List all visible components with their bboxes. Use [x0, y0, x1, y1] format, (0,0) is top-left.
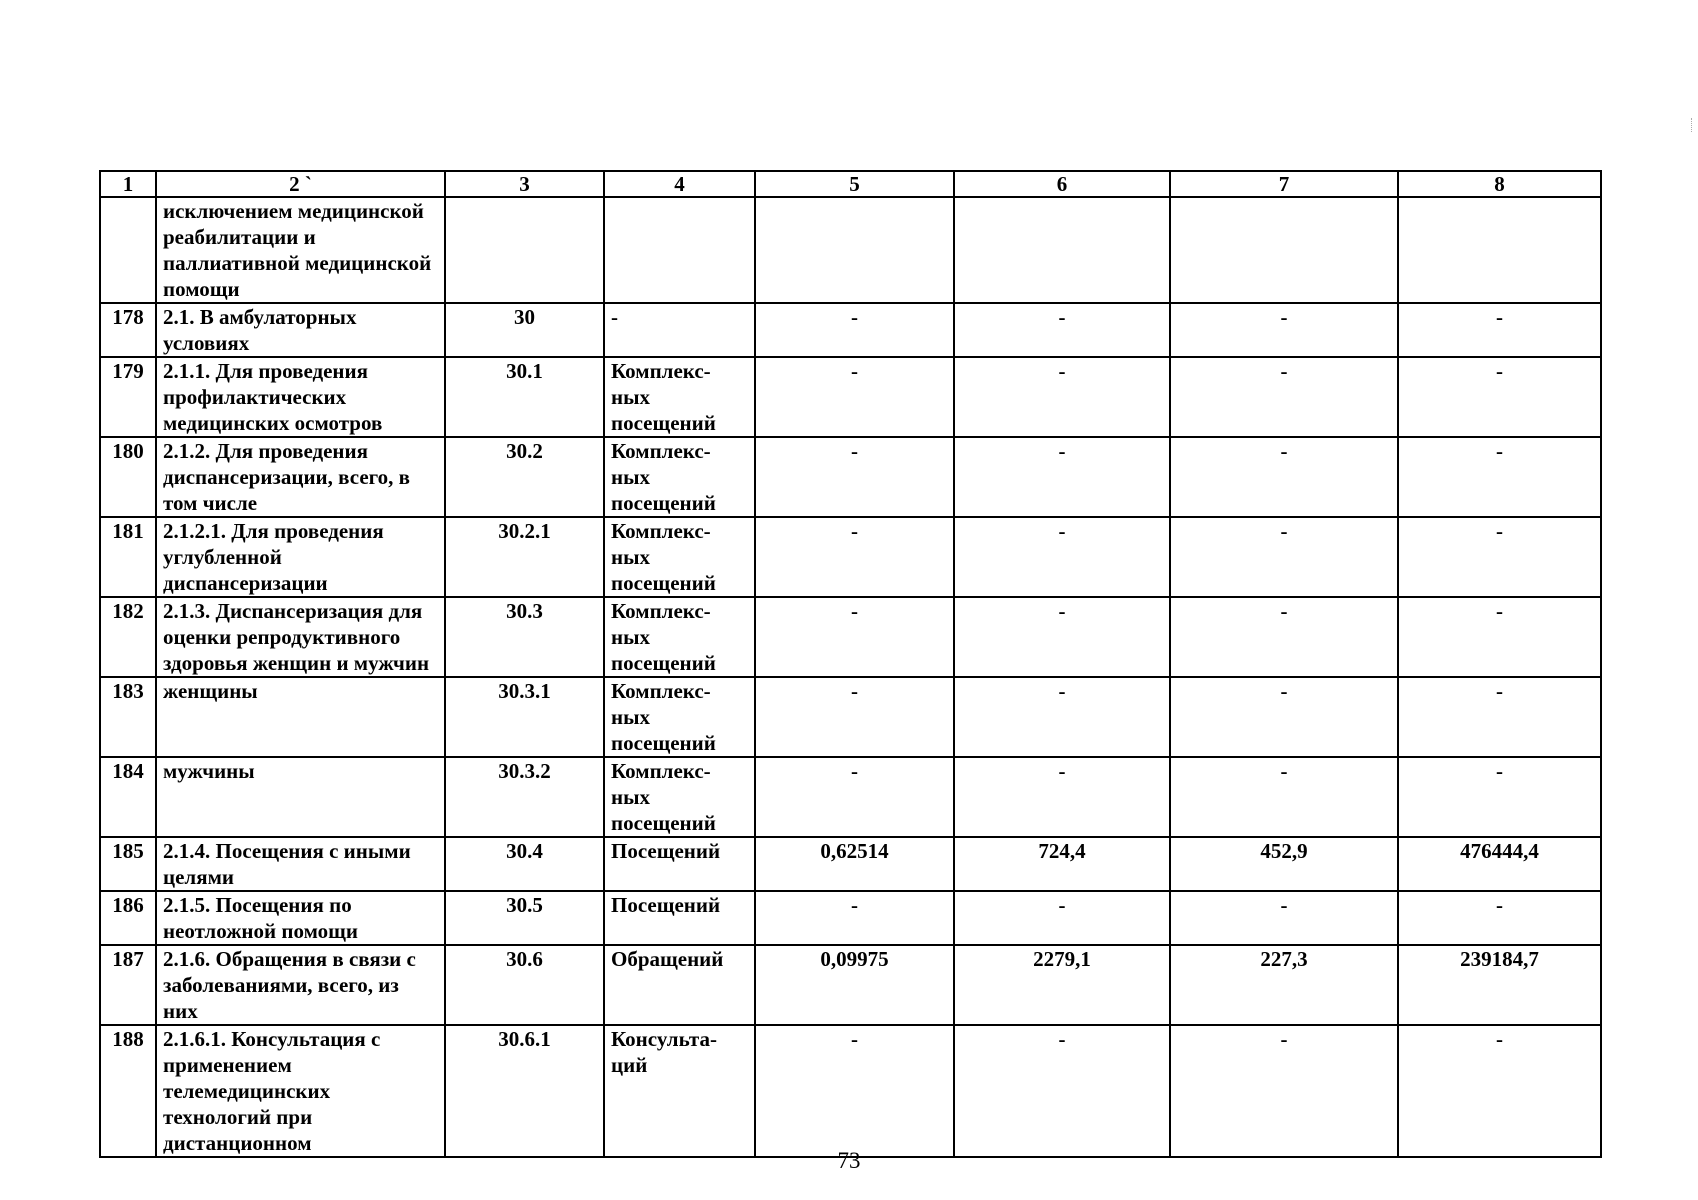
table-row: [100, 357, 1601, 437]
row-number: 178: [100, 303, 156, 357]
row-number: 186: [100, 891, 156, 945]
row-col7-value: -: [1170, 677, 1398, 757]
table-row: [100, 303, 1601, 357]
row-col8-value: -: [1398, 757, 1601, 837]
row-name: 2.1.4. Посещения с иными целями: [156, 837, 445, 891]
row-col5-value: 0,62514: [755, 837, 954, 891]
header-col-6: 6: [954, 171, 1170, 197]
row-col5-value: -: [755, 597, 954, 677]
table-row: [100, 197, 1601, 303]
row-name: 2.1. В амбулаторных условиях: [156, 303, 445, 357]
row-unit: Комплекс-ных посещений: [604, 357, 755, 437]
row-col5-value: -: [755, 1025, 954, 1157]
row-col8-value: -: [1398, 437, 1601, 517]
header-col-4: 4: [604, 171, 755, 197]
table-row: [100, 677, 1601, 757]
row-col8-value: -: [1398, 1025, 1601, 1157]
header-col-1: 1: [100, 171, 156, 197]
header-col-5: 5: [755, 171, 954, 197]
row-col5-value: -: [755, 757, 954, 837]
row-number: 182: [100, 597, 156, 677]
row-col5-value: -: [755, 303, 954, 357]
row-col6-value: -: [954, 437, 1170, 517]
row-col7-value: [1170, 197, 1398, 303]
row-number: 179: [100, 357, 156, 437]
row-col5-value: -: [755, 437, 954, 517]
table-body: [100, 197, 1601, 1157]
row-col7-value: -: [1170, 357, 1398, 437]
row-name: 2.1.2.1. Для проведения углубленной диспансеризации: [156, 517, 445, 597]
header-col-8: 8: [1398, 171, 1601, 197]
page-number: 73: [837, 1148, 861, 1173]
table-row: [100, 757, 1601, 837]
row-col7-value: -: [1170, 303, 1398, 357]
row-col6-value: -: [954, 303, 1170, 357]
header-col-2: 2 `: [156, 171, 445, 197]
row-unit: Консульта-ций: [604, 1025, 755, 1157]
row-code: 30.6.1: [445, 1025, 604, 1157]
row-col5-value: -: [755, 677, 954, 757]
row-code: 30.2.1: [445, 517, 604, 597]
row-code: 30.6: [445, 945, 604, 1025]
row-col5-value: 0,09975: [755, 945, 954, 1025]
header-row: [100, 171, 1601, 197]
row-col7-value: -: [1170, 437, 1398, 517]
table-row: [100, 437, 1601, 517]
row-unit: Комплекс-ных посещений: [604, 757, 755, 837]
row-number: 187: [100, 945, 156, 1025]
row-col5-value: [755, 197, 954, 303]
row-col6-value: -: [954, 1025, 1170, 1157]
row-code: 30.5: [445, 891, 604, 945]
row-name: 2.1.3. Диспансеризация для оценки репродуктивного здоровья женщин и мужчин: [156, 597, 445, 677]
row-number: 185: [100, 837, 156, 891]
table-row: [100, 517, 1601, 597]
header-col-3: 3: [445, 171, 604, 197]
row-col8-value: 239184,7: [1398, 945, 1601, 1025]
row-col6-value: -: [954, 517, 1170, 597]
row-col8-value: 476444,4: [1398, 837, 1601, 891]
row-code: 30.3: [445, 597, 604, 677]
row-col8-value: -: [1398, 891, 1601, 945]
row-col6-value: -: [954, 597, 1170, 677]
header-col-7: 7: [1170, 171, 1398, 197]
row-name: мужчины: [156, 757, 445, 837]
row-name: 2.1.6.1. Консультация с применением телемедицинских технологий при дистанционном: [156, 1025, 445, 1157]
row-name: женщины: [156, 677, 445, 757]
row-name: 2.1.6. Обращения в связи с заболеваниями, всего, из них: [156, 945, 445, 1025]
row-col8-value: -: [1398, 357, 1601, 437]
row-code: 30.4: [445, 837, 604, 891]
row-name: 2.1.1. Для проведения профилактических медицинских осмотров: [156, 357, 445, 437]
row-code: 30: [445, 303, 604, 357]
table-row: [100, 891, 1601, 945]
row-code: 30.3.1: [445, 677, 604, 757]
row-code: 30.1: [445, 357, 604, 437]
row-col6-value: [954, 197, 1170, 303]
row-unit: -: [604, 303, 755, 357]
row-unit: Комплекс-ных посещений: [604, 517, 755, 597]
row-number: 184: [100, 757, 156, 837]
table-row: [100, 945, 1601, 1025]
scan-edge-mark: [1691, 118, 1694, 132]
row-number: 181: [100, 517, 156, 597]
row-unit: [604, 197, 755, 303]
row-number: [100, 197, 156, 303]
row-col7-value: -: [1170, 757, 1398, 837]
row-code: 30.2: [445, 437, 604, 517]
row-col6-value: -: [954, 357, 1170, 437]
row-col8-value: [1398, 197, 1601, 303]
table-row: [100, 597, 1601, 677]
row-col5-value: -: [755, 517, 954, 597]
row-col6-value: -: [954, 891, 1170, 945]
table-header: [100, 171, 1601, 197]
row-number: 180: [100, 437, 156, 517]
row-col6-value: -: [954, 677, 1170, 757]
row-name: 2.1.5. Посещения по неотложной помощи: [156, 891, 445, 945]
row-col7-value: -: [1170, 517, 1398, 597]
row-number: 183: [100, 677, 156, 757]
row-col7-value: 227,3: [1170, 945, 1398, 1025]
row-col7-value: 452,9: [1170, 837, 1398, 891]
row-col8-value: -: [1398, 677, 1601, 757]
row-col8-value: -: [1398, 303, 1601, 357]
row-col7-value: -: [1170, 891, 1398, 945]
row-col8-value: -: [1398, 597, 1601, 677]
row-unit: Комплекс-ных посещений: [604, 677, 755, 757]
data-table: [99, 170, 1602, 1158]
row-col7-value: -: [1170, 1025, 1398, 1157]
row-unit: Комплекс-ных посещений: [604, 597, 755, 677]
row-col6-value: 724,4: [954, 837, 1170, 891]
row-col6-value: -: [954, 757, 1170, 837]
row-col5-value: -: [755, 891, 954, 945]
row-name: исключением медицинской реабилитации и паллиативной медицинской помощи: [156, 197, 445, 303]
row-name: 2.1.2. Для проведения диспансеризации, всего, в том числе: [156, 437, 445, 517]
row-unit: Комплекс-ных посещений: [604, 437, 755, 517]
row-col6-value: 2279,1: [954, 945, 1170, 1025]
row-col5-value: -: [755, 357, 954, 437]
row-unit: Посещений: [604, 891, 755, 945]
table-row: [100, 1025, 1601, 1157]
row-code: 30.3.2: [445, 757, 604, 837]
row-number: 188: [100, 1025, 156, 1157]
row-unit: Посещений: [604, 837, 755, 891]
row-col7-value: -: [1170, 597, 1398, 677]
row-col8-value: -: [1398, 517, 1601, 597]
row-code: [445, 197, 604, 303]
table-row: [100, 837, 1601, 891]
row-unit: Обращений: [604, 945, 755, 1025]
